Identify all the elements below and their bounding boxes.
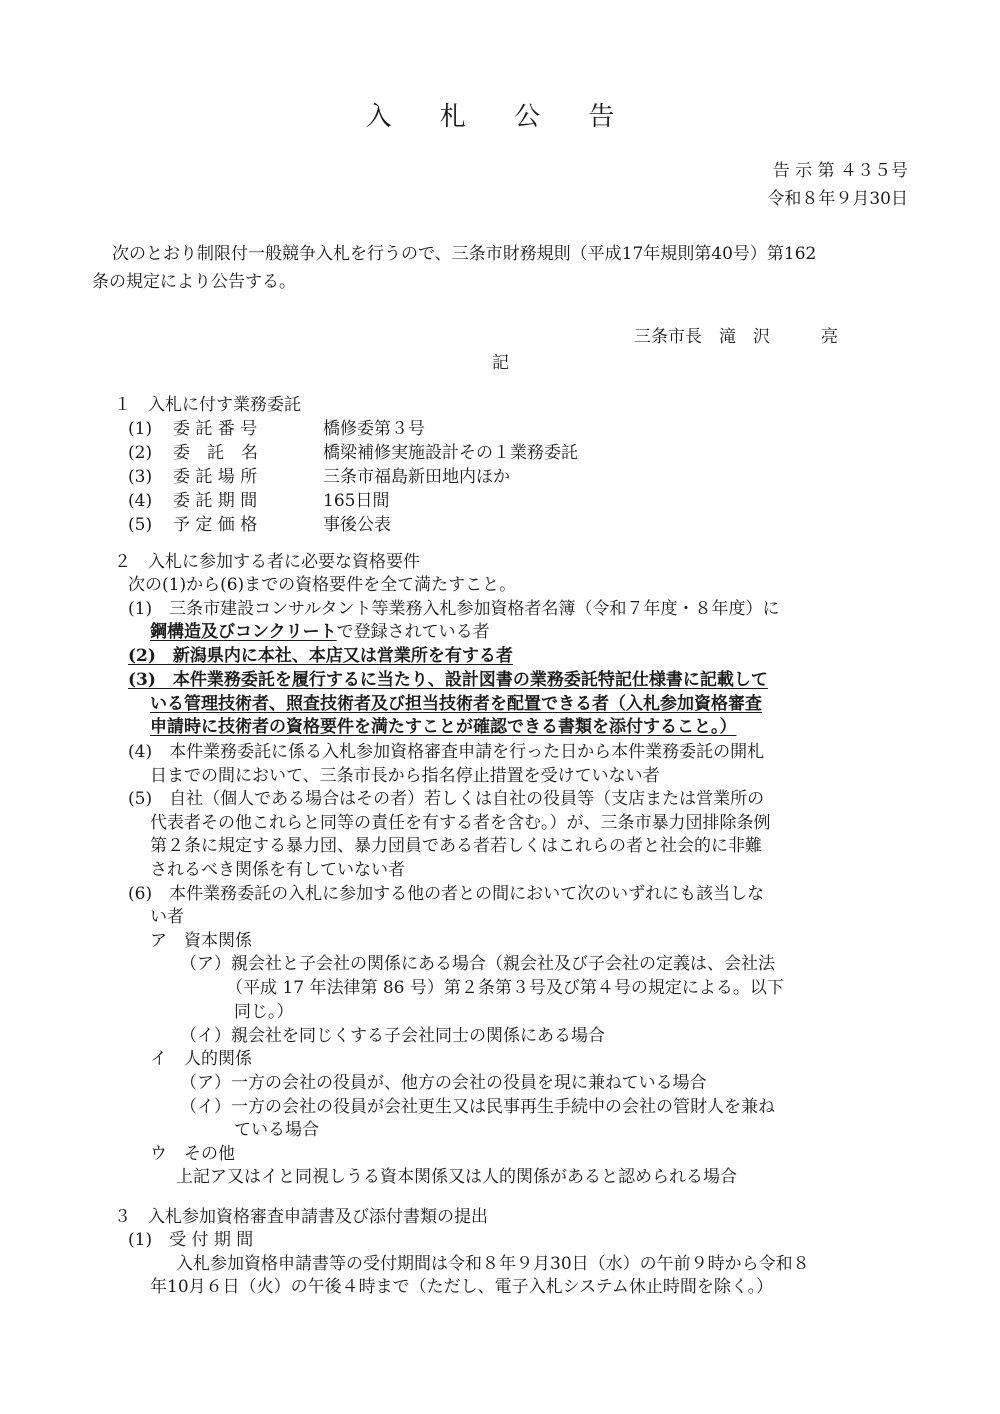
item-label: 委 託 番 号 [173, 419, 258, 439]
item-number: (5) [128, 515, 153, 535]
notice-number: 告 示 第 ４３５号 [772, 161, 908, 181]
s2-item-3-line-1: (3) 本件業務委託を履行するに当たり、設計図書の業務委託特記仕様書に記載して [128, 670, 768, 690]
s1-item-2 [128, 442, 578, 465]
s2-item-5-line-1: (5) 自社（個人である場合はその者）若しくは自社の役員等（支店または営業所の [128, 789, 765, 809]
item-number: (2) [128, 443, 153, 463]
s2-item-1-line-2 [150, 621, 490, 644]
personnel-relation-b-line-2: ている場合 [234, 1120, 319, 1140]
s2-item-5-line-4: されるべき関係を有していない者 [150, 860, 405, 880]
item-number: (1) [128, 419, 153, 439]
notice-date: 令和８年９月30日 [767, 189, 908, 209]
page-title: 入 札 公 告 [365, 102, 635, 132]
s1-item-5 [128, 514, 391, 537]
intro-line-2: 条の規定により公告する。 [92, 272, 296, 292]
capital-relation-a-line-2: （平成 17 年法律第 86 号）第２条第３号及び第４号の規定による。以下 [226, 978, 784, 998]
s1-item-1 [128, 418, 425, 441]
s2-item-5-line-3: 第２条に規定する暴力団、暴力団員である者若しくはこれらの者と社会的に非難 [150, 836, 762, 856]
item-label: 予 定 価 格 [173, 515, 258, 535]
item-label: 委 託 期 間 [173, 491, 258, 511]
section-1-heading: １ 入札に付す業務委託 [114, 395, 301, 415]
item-label: 委 託 名 [173, 443, 258, 463]
capital-relation-a-line-3: 同じ。） [234, 1002, 294, 1022]
s2-item-2: (2) 新潟県内に本社、本店又は営業所を有する者 [128, 646, 513, 666]
s2-item-6-line-1: (6) 本件業務委託の入札に参加する他の者との間において次のいずれにも該当しな [128, 884, 765, 904]
item-number: (4) [128, 491, 153, 511]
s2-item-6-line-2: い者 [150, 907, 184, 927]
personnel-relation-a: （ア）一方の会社の役員が、他方の会社の役員を現に兼ねている場合 [180, 1073, 707, 1093]
personnel-relation-b-line-1: （イ）一方の会社の役員が会社更生又は民事再生手続中の会社の管財人を兼ね [180, 1097, 775, 1117]
item-value: 165日間 [323, 491, 390, 511]
s3-paragraph-line-2: 年10月６日（火）の午後４時まで（ただし、電子入札システム休止時間を除く。） [150, 1277, 774, 1297]
s3-paragraph-line-1: 入札参加資格申請書等の受付期間は令和８年９月30日（水）の午前９時から令和８ [176, 1254, 810, 1274]
s1-item-4 [128, 490, 389, 513]
section-3-heading: ３ 入札参加資格審査申請書及び添付書類の提出 [114, 1207, 488, 1227]
capital-relation-b: （イ）親会社を同じくする子会社同士の関係にある場合 [180, 1026, 605, 1046]
s2-item-3-line-3: 申請時に技術者の資格要件を満たすことが確認できる書類を添付すること。） [150, 717, 737, 737]
personnel-relation-heading: イ 人的関係 [150, 1049, 252, 1069]
capital-relation-heading: ア 資本関係 [150, 931, 252, 951]
s2-item-4-line-1: (4) 本件業務委託に係る入札参加資格審査申請を行った日から本件業務委託の開札 [128, 742, 765, 762]
signatory: 三条市長 滝 沢 亮 [634, 327, 838, 347]
section-2-heading: ２ 入札に参加する者に必要な資格要件 [114, 552, 420, 572]
s2-item-5-line-2: 代表者その他これらと同等の責任を有する者を含む。）が、三条市暴力団排除条例 [150, 813, 771, 833]
s2-item-3-line-2: いる管理技術者、照査技術者及び担当技術者を配置できる者（入札参加資格審査 [150, 694, 762, 714]
ki-heading: 記 [492, 353, 509, 373]
item-value: 橋修委第３号 [323, 419, 425, 439]
registration-suffix: で登録されている者 [336, 622, 490, 642]
other-relation-heading: ウ その他 [150, 1144, 235, 1164]
item-number: (3) [128, 467, 153, 487]
item-label: 委 託 場 所 [173, 467, 258, 487]
intro-line-1: 次のとおり制限付一般競争入札を行うので、三条市財務規則（平成17年規則第40号）第162 [112, 244, 817, 264]
registration-category: 鋼構造及びコンクリート [150, 622, 337, 642]
s2-item-4-line-2: 日までの間において、三条市長から指名停止措置を受けていない者 [150, 766, 660, 786]
s2-lead: 次の(1)から(6)までの資格要件を全て満たすこと。 [128, 575, 517, 595]
s3-sub-1-heading: (1) 受 付 期 間 [128, 1230, 254, 1250]
other-relation-body: 上記ア又はイと同視しうる資本関係又は人的関係があると認められる場合 [176, 1167, 737, 1187]
item-value: 三条市福島新田地内ほか [323, 467, 510, 487]
capital-relation-a-line-1: （ア）親会社と子会社の関係にある場合（親会社及び子会社の定義は、会社法 [180, 954, 775, 974]
s2-item-1-line-1: (1) 三条市建設コンサルタント等業務入札参加資格者名簿（令和７年度・８年度）に [128, 599, 780, 619]
item-value: 事後公表 [323, 515, 391, 535]
s1-item-3 [128, 466, 510, 489]
item-value: 橋梁補修実施設計その１業務委託 [323, 443, 578, 463]
